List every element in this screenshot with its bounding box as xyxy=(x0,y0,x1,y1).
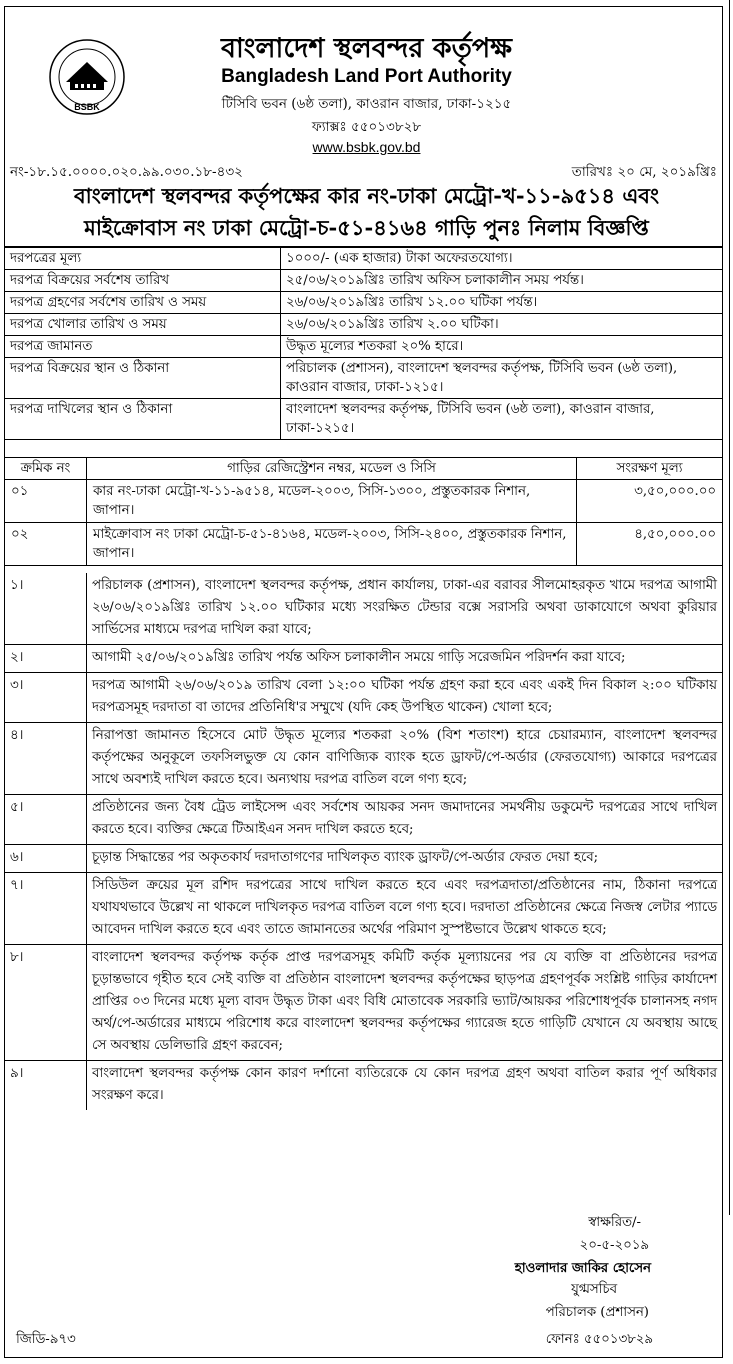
info-label: দরপত্র জামানত xyxy=(5,336,281,358)
notice-title xyxy=(0,180,733,244)
authority-name-bangla: বাংলাদেশ স্থলবন্দর কর্তৃপক্ষ xyxy=(220,33,513,64)
table-row xyxy=(5,523,723,566)
list-item xyxy=(4,873,723,945)
list-item xyxy=(4,645,723,673)
term-number: ৫। xyxy=(10,800,24,815)
title-line-2: মাইক্রোবাস নং ঢাকা মেট্রো-চ-৫১-৪১৬৪ গাড়ি পুনঃ নিলাম বিজ্ঞপ্তি xyxy=(84,215,649,240)
term-number: ৭। xyxy=(10,878,24,893)
term-text: দরপত্র আগামী ২৬/০৬/২০১৯ তারিখ বেলা ১২:০০ ঘটিকা পর্যন্ত গ্রহণ করা হবে এবং একই দিন বিকাল ২:০০ ঘটিকায় দরপত্রসমূহ দরদাতা বা তাদের প্রতিনিধি'র সম্মুখে (যদি কেহ উপস্থিত থাকেন) খোলা হবে; xyxy=(92,678,717,715)
info-value: উদ্ধৃত মূল্যের শতকরা ২০% হারে। xyxy=(281,336,723,358)
table-header-row xyxy=(5,458,723,480)
vehicle-description: কার নং-ঢাকা মেট্রো-খ-১১-৯৫১৪, মডেল-২০০৩, সিসি-১৩০০, প্রস্তুতকারক নিশান, জাপান। xyxy=(87,480,577,523)
term-number: ৮। xyxy=(10,950,24,965)
term-text: আগামী ২৫/০৬/২০১৯খ্রিঃ তারিখ পর্যন্ত অফিস চলাকালীন সময়ে গাড়ি সরেজমিন পরিদর্শন করা যাবে; xyxy=(92,650,626,665)
term-text: চূড়ান্ত সিদ্ধান্তের পর অকৃতকার্য দরদাতাগণের দাখিলকৃত ব্যাংক ড্রাফট/পে-অর্ডার ফেরত দেয়া হবে; xyxy=(92,850,599,865)
term-number: ২। xyxy=(10,650,24,665)
term-text: বাংলাদেশ স্থলবন্দর কর্তৃপক্ষ কোন কারণ দর্শানো ব্যতিরেকে যে কোন দরপত্র গ্রহণ অথবা বাতিল করার পূর্ণ অধিকার সংরক্ষণ করে। xyxy=(92,1066,717,1103)
tender-info-table xyxy=(4,247,723,440)
table-row xyxy=(5,270,723,292)
info-label: দরপত্র বিক্রয়ের স্থান ও ঠিকানা xyxy=(5,358,281,399)
serial-no: ০২ xyxy=(5,523,87,566)
term-text: সিডিউল ক্রয়ের মূল রশিদ দরপত্রের সাথে দাখিল করতে হবে এবং দরপত্রদাতা/প্রতিষ্ঠানের নাম, ঠিকানা দরপত্রে যথাযথভাবে উল্লেখ না থাকলে দাখিলকৃত দরপত্র বাতিল বলে গণ্য হবে। দরদাতা প্রতিষ্ঠানের ক্ষেত্রে নিজস্ব লেটার প্যাডে আবেদন দাখিল করতে হবে এবং তাতে জামানতের অর্থের পরিমাণ সুস্পষ্টভাবে উল্লেখ থাকতে হবে; xyxy=(92,878,717,937)
info-label: দরপত্র বিক্রয়ের সর্বশেষ তারিখ xyxy=(5,270,281,292)
term-number: ৪। xyxy=(10,728,24,743)
signature-date: ২০-৫-২০১৯ xyxy=(579,1238,649,1253)
term-number: ১। xyxy=(10,578,24,593)
website-link[interactable]: www.bsbk.gov.bd xyxy=(312,139,421,155)
phone-number: ফোনঃ ৫৫০১৩৮২৯ xyxy=(545,1332,653,1347)
table-row xyxy=(5,358,723,399)
logo-text: BSBK xyxy=(74,102,100,112)
office-address: টিসিবি ভবন (৬ষ্ঠ তলা), কাওরান বাজার, ঢাকা-১২১৫ xyxy=(221,96,512,112)
signatory-designation: যুগ্মসচিব xyxy=(571,1282,617,1297)
info-value: পরিচালক (প্রশাসন), বাংলাদেশ স্থলবন্দর কর্তৃপক্ষ, টিসিবি ভবন (৬ষ্ঠ তলা), কাওরান বাজার, ঢাকা-১২১৫। xyxy=(281,358,723,399)
terms-list xyxy=(4,573,723,1110)
term-text: নিরাপত্তা জামানত হিসেবে মোট উদ্ধৃত মূল্যের শতকরা ২০% (বিশ শতাংশ) হারে চেয়ারম্যান, বাংলাদেশ স্থলবন্দর কর্তৃপক্ষের অনুকূলে তফসিলভুক্ত যে কোন বাণিজ্যিক ব্যাংক হতে ড্রাফট/পে-অর্ডার (ফেরতযোগ্য) আকারে দরপত্রের সাথে অবশ্যই দাখিল করতে হবে। অন্যথায় দরপত্র বাতিল বলে গণ্য হবে; xyxy=(92,728,717,787)
term-number: ৩। xyxy=(10,678,24,693)
info-value: বাংলাদেশ স্থলবন্দর কর্তৃপক্ষ, টিসিবি ভবন (৬ষ্ঠ তলা), কাওরান বাজার, ঢাকা-১২১৫। xyxy=(281,399,723,440)
col-header-serial: ক্রমিক নং xyxy=(5,458,87,480)
list-item xyxy=(4,795,723,845)
col-header-vehicle: গাড়ির রেজিস্ট্রেশন নম্বর, মডেল ও সিসি xyxy=(87,458,577,480)
list-item xyxy=(4,673,723,723)
list-item xyxy=(4,845,723,873)
signed-mark: স্বাক্ষরিত/- xyxy=(588,1215,641,1230)
info-label: দরপত্র গ্রহণের সর্বশেষ তারিখ ও সময় xyxy=(5,292,281,314)
table-row xyxy=(5,248,723,270)
table-row xyxy=(5,336,723,358)
term-text: পরিচালক (প্রশাসন), বাংলাদেশ স্থলবন্দর কর্তৃপক্ষ, প্রধান কার্যালয়, ঢাকা-এর বরাবর সীলমোহরকৃত খামে দরপত্র আগামী ২৬/০৬/২০১৯খ্রিঃ তারিখ ১২.০০ ঘটিকার মধ্যে সংরক্ষিত টেন্ডার বক্সে সরাসরি অথবা ডাকাযোগে অথবা কুরিয়ার সার্ভিসের মাধ্যমে দরপত্র দাখিল করা যাবে; xyxy=(92,578,717,637)
list-item xyxy=(4,723,723,795)
table-row xyxy=(5,314,723,336)
list-item xyxy=(4,1061,723,1110)
vehicle-table xyxy=(4,457,723,566)
info-value: ১০০০/- (এক হাজার) টাকা অফেরতযোগ্য। xyxy=(281,248,723,270)
serial-no: ০১ xyxy=(5,480,87,523)
list-item xyxy=(4,573,723,645)
term-text: প্রতিষ্ঠানের জন্য বৈধ ট্রেড লাইসেন্স এবং সর্বশেষ আয়কর সনদ জমাদানের সমর্থনীয় ডকুমেন্ট দরপত্রের সাথে দাখিল করতে হবে। ব্যক্তির ক্ষেত্রে টিআইএন সনদ দাখিল করতে হবে; xyxy=(92,800,717,837)
table-row xyxy=(5,480,723,523)
col-header-reserve-price: সংরক্ষণ মূল্য xyxy=(577,458,723,480)
list-item xyxy=(4,945,723,1061)
info-label: দরপত্র দাখিলের স্থান ও ঠিকানা xyxy=(5,399,281,440)
table-row xyxy=(5,292,723,314)
notice-date: তারিখঃ ২০ মে, ২০১৯খ্রিঃ xyxy=(571,164,717,180)
title-line-1: বাংলাদেশ স্থলবন্দর কর্তৃপক্ষের কার নং-ঢাকা মেট্রো-খ-১১-৯৫১৪ এবং xyxy=(73,183,660,208)
memo-number: নং-১৮.১৫.০০০০.০২০.৯৯.০৩০.১৮-৪৩২ xyxy=(10,164,243,180)
term-number: ৬। xyxy=(10,850,24,865)
signatory-name: হাওলাদার জাকির হোসেন xyxy=(514,1261,651,1276)
reserve-price: ৪,৫০,০০০.০০ xyxy=(577,523,723,566)
info-value: ২৬/০৬/২০১৯খ্রিঃ তারিখ ১২.০০ ঘটিকা পর্যন্ত। xyxy=(281,292,723,314)
fax-number: ফ্যাক্সঃ ৫৫০১৩৮২৮ xyxy=(311,119,422,135)
info-value: ২৫/০৬/২০১৯খ্রিঃ তারিখ অফিস চলাকালীন সময় পর্যন্ত। xyxy=(281,270,723,292)
authority-name-english: Bangladesh Land Port Authority xyxy=(221,66,512,87)
term-number: ৯। xyxy=(10,1066,24,1081)
info-label: দরপত্র খোলার তারিখ ও সময় xyxy=(5,314,281,336)
info-label: দরপত্রের মূল্য xyxy=(5,248,281,270)
term-text: বাংলাদেশ স্থলবন্দর কর্তৃপক্ষ কর্তৃক প্রাপ্ত দরপত্রসমূহ কমিটি কর্তৃক মূল্যায়নের পর যে ব্যক্তি বা প্রতিষ্ঠানের দরপত্র চূড়ান্তভাবে গৃহীত হবে সেই ব্যক্তি বা প্রতিষ্ঠান বাংলাদেশ স্থলবন্দর কর্তৃপক্ষের ছাড়পত্র গ্রহণপূর্বক সংশ্লিষ্ট গাড়ির কার্যাদেশ প্রাপ্তির ০৩ দিনের মধ্যে মূল্য বাবদ উদ্ধৃত টাকা এবং বিধি মোতাবেক সরকারি ভ্যাট/আয়কর পরিশোধপূর্বক চালানসহ নগদ অর্থ/পে-অর্ডারের মাধ্যমে পরিশোধ করে বাংলাদেশ স্থলবন্দর কর্তৃপক্ষের গ্যারেজ হতে গাড়িটি যেখানে যে অবস্থায় আছে সে অবস্থায় ডেলিভারি গ্রহণ করবেন; xyxy=(92,950,717,1053)
info-value: ২৬/০৬/২০১৯খ্রিঃ তারিখ ২.০০ ঘটিকা। xyxy=(281,314,723,336)
signatory-role: পরিচালক (প্রশাসন) xyxy=(545,1305,649,1320)
reserve-price: ৩,৫০,০০০.০০ xyxy=(577,480,723,523)
gd-number: জিডি-৯৭৩ xyxy=(16,1332,76,1347)
vehicle-description: মাইক্রোবাস নং ঢাকা মেট্রো-চ-৫১-৪১৬৪, মডেল-২০০৩, সিসি-২৪০০, প্রস্তুতকারক নিশান, জাপান। xyxy=(87,523,577,566)
table-row xyxy=(5,399,723,440)
